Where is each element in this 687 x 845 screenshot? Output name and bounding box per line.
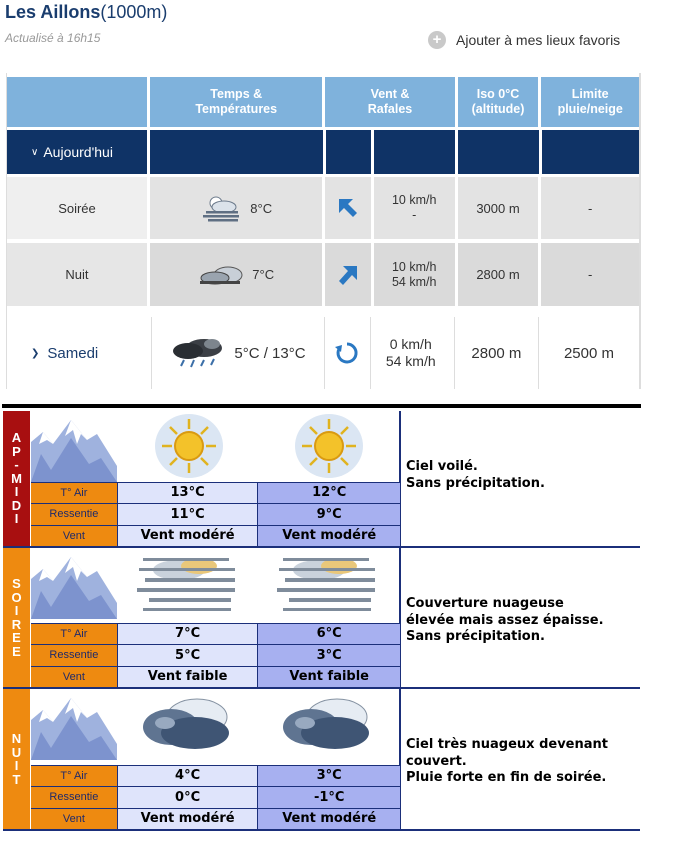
forecast-row-samedi[interactable] [7,317,639,389]
iso-altitude: 3000 m [458,177,539,239]
data-row: Vent Vent modéré Vent modéré [31,525,400,547]
wind-speed: 0 km/h 54 km/h [370,317,451,389]
add-favorite-label: Ajouter à mes lieux favoris [456,32,621,48]
variable-wind-icon [334,340,360,366]
mountain-icon [31,414,117,482]
iso-altitude: 2800 m [454,317,538,389]
today-band-cell [374,130,455,174]
plus-icon: + [428,31,446,49]
temperature: 7°C [252,267,275,282]
period-data-grid [31,623,400,688]
header-temps: Temps & Températures [150,77,323,127]
today-band-cell [326,130,371,174]
period-side-label: N U I T [3,689,30,829]
period-side-label: A P - M I D I [3,411,30,546]
mountain-icon [31,692,117,760]
today-band-cell [458,130,539,174]
period-side-label: S O I R E E [3,548,30,687]
today-row[interactable] [7,130,639,174]
add-favorite-button[interactable] [428,31,620,49]
data-row: T° Air 4°C 3°C [31,765,400,787]
wind-direction [325,243,370,306]
wind-speed: 10 km/h - [374,177,455,239]
wind-direction [325,177,370,239]
update-time: Actualisé à 16h15 [5,31,101,45]
data-row: Ressentie 0°C -1°C [31,786,400,808]
data-row: Ressentie 11°C 9°C [31,503,400,525]
wind-direction [324,317,370,389]
data-row: T° Air 13°C 12°C [31,482,400,504]
samedi-toggle[interactable]: ❯ Samedi [7,317,148,389]
period-label: Soirée [7,177,147,239]
period-description: Couverture nuageuse élevée mais assez épaisse. Sans précipitation. [406,596,604,644]
forecast-row-soiree [7,177,639,239]
header-vent: Vent & Rafales [325,77,454,127]
header-iso: Iso 0°C (altitude) [458,77,539,127]
period-data-grid [31,765,400,830]
arrow-northwest-icon [335,195,361,221]
weather-cell [151,317,324,389]
data-row: Ressentie 5°C 3°C [31,644,400,666]
divider [2,404,641,408]
cloud-icon [198,264,246,286]
dark-cloud-icon [259,689,399,763]
today-toggle[interactable]: ∨ Aujourd'hui [7,130,147,174]
forecast-row-nuit [7,243,639,306]
data-row: Vent Vent modéré Vent modéré [31,808,400,830]
today-band-cell [542,130,640,174]
weather-cell [150,177,322,239]
data-row: Vent Vent faible Vent faible [31,666,400,688]
period-description: Ciel voilé. Sans précipitation. [406,459,545,491]
arrow-northeast-icon [335,262,361,288]
mountain-icon [31,551,117,619]
header-empty [7,77,147,127]
chevron-right-icon: ❯ [31,347,40,359]
place-name: Les Aillons [5,2,101,22]
period-soiree [3,548,640,689]
rain-cloud-icon [170,336,228,370]
place-altitude: (1000m) [100,2,168,22]
period-nuit [3,689,640,831]
period-apmidi [3,411,640,548]
wind-speed: 10 km/h 54 km/h [374,243,455,306]
chevron-down-icon: ∨ [31,146,39,158]
temperature: 5°C / 13°C [234,344,306,362]
period-description: Ciel très nuageux devenant couvert. Pluie forte en fin de soirée. [406,737,608,785]
period-data-grid [31,482,400,547]
sun-icon [119,411,259,485]
data-row: T° Air 7°C 6°C [31,623,400,645]
weather-cell [150,243,322,306]
dark-cloud-icon [119,689,259,763]
sun-icon [259,411,399,485]
temperature: 8°C [250,200,273,216]
header-limite: Limite pluie/neige [541,77,639,127]
rain-snow-limit: 2500 m [538,317,639,389]
period-label: Nuit [7,243,147,306]
cloud-fog-icon [200,194,244,222]
cloud-fog-icon [119,548,259,622]
today-band-cell [150,130,322,174]
rain-snow-limit: - [541,243,639,306]
rain-snow-limit: - [541,177,639,239]
forecast-table [6,73,641,389]
page-title [5,2,167,23]
cloud-fog-icon [259,548,399,622]
forecast-header-row [7,77,639,127]
iso-altitude: 2800 m [458,243,539,306]
